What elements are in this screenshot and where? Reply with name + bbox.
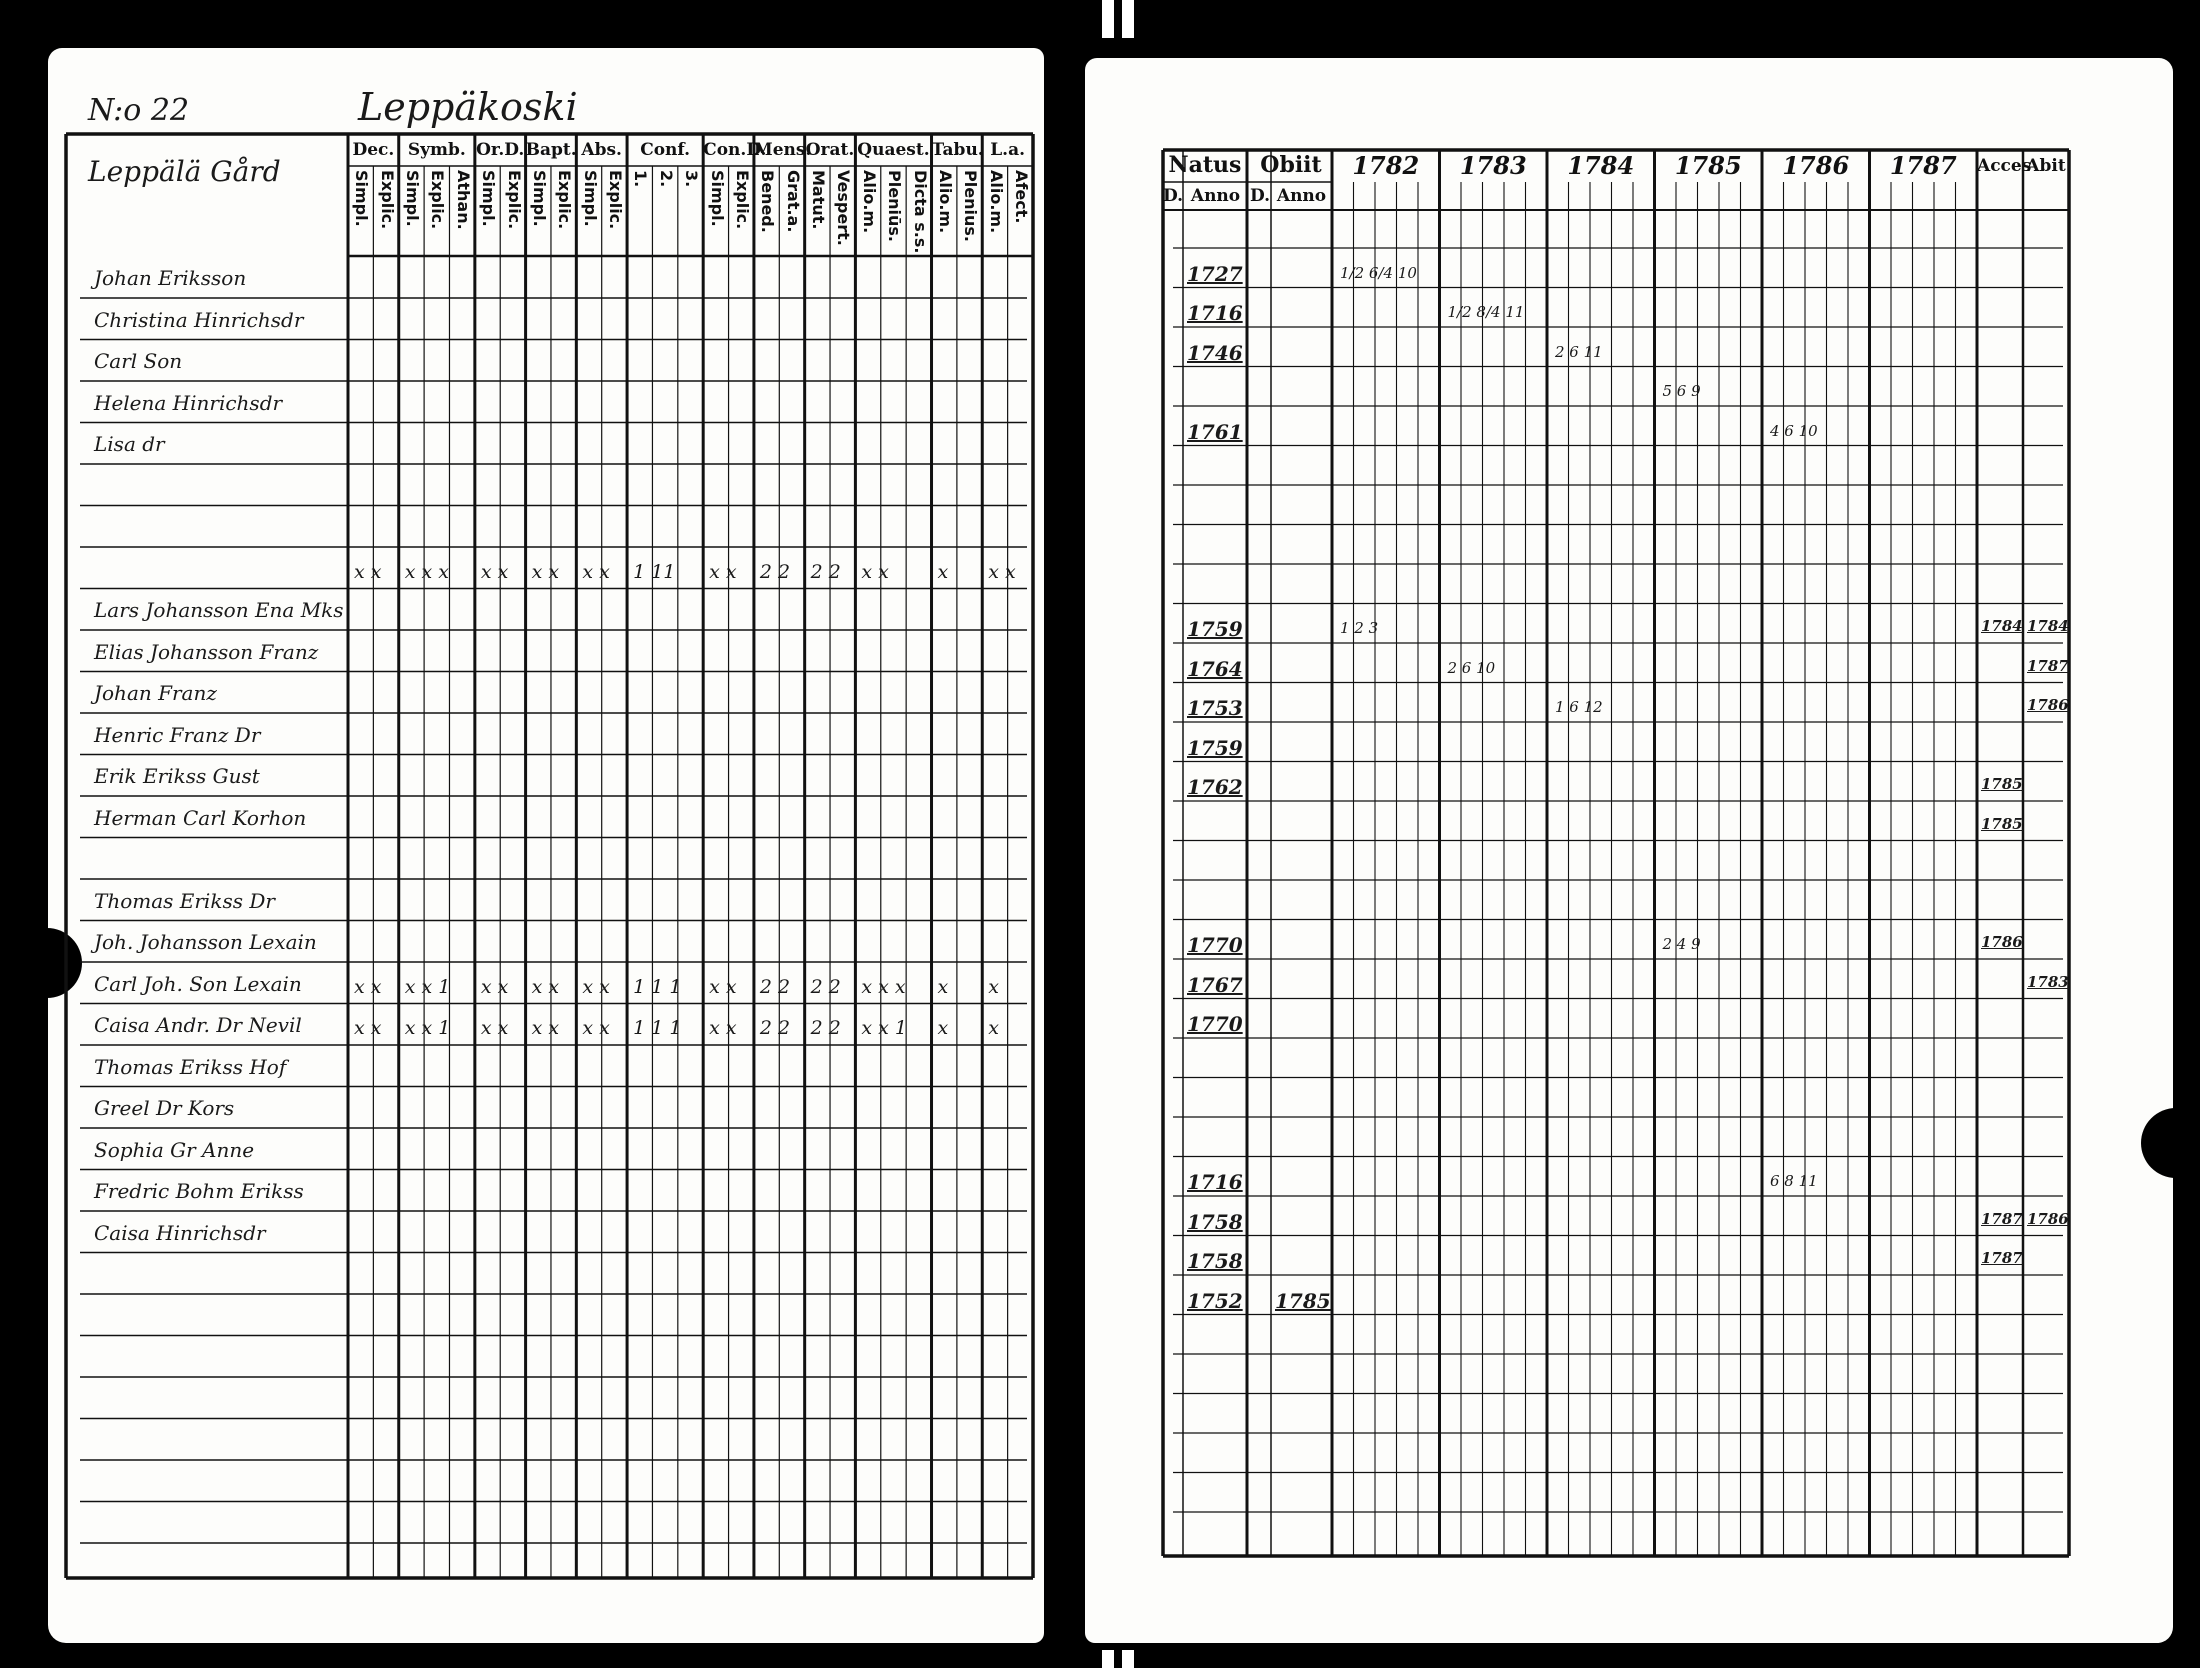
column-header: Con.D. — [703, 140, 767, 160]
person-name: Caisa Andr. Dr Nevil — [94, 1013, 302, 1037]
person-name: Lars Johansson Ena Mks — [94, 598, 344, 622]
tally-mark: x x — [582, 975, 610, 998]
tally-mark: x — [988, 975, 999, 998]
tally-mark: x x — [354, 560, 382, 583]
person-name: Fredric Bohm Erikss — [94, 1179, 304, 1203]
birth-year: 1758 — [1187, 1249, 1243, 1273]
column-header: Orat. — [805, 140, 855, 160]
sub-column-header: 1. — [631, 170, 651, 188]
tally-mark: 2 2 — [810, 1017, 841, 1039]
tally-mark: x x — [480, 560, 509, 583]
column-header: Or.D. — [476, 140, 525, 160]
register-tally: 1/2 6/4 10 — [1340, 263, 1417, 282]
birth-year: 1752 — [1187, 1288, 1243, 1313]
tally-mark: 2 2 — [759, 975, 791, 998]
sub-column-header: Simpl. — [529, 170, 549, 227]
person-name: Elias Johansson Franz — [94, 639, 319, 664]
column-header: Abs. — [581, 140, 622, 160]
birth-year: 1716 — [1187, 301, 1243, 325]
sub-column-header: Afect. — [1012, 170, 1031, 224]
sub-column-header: Explic. — [732, 170, 752, 230]
sub-column-header: 3. — [682, 170, 702, 188]
death-year: 1785 — [1275, 1288, 1331, 1313]
tally-mark: x x — [861, 560, 889, 583]
person-name: Joh. Johansson Lexain — [94, 930, 317, 954]
tally-mark: x — [988, 1017, 999, 1039]
tally-mark: x x — [582, 1017, 610, 1039]
column-header: Symb. — [407, 140, 466, 160]
sub-column-header: Plenius. — [961, 170, 981, 242]
birth-year: 1770 — [1187, 1012, 1243, 1036]
sub-column-header: Simpl. — [352, 170, 372, 227]
sub-column-header: Explic. — [428, 170, 448, 230]
sub-column-header: Simpl. — [580, 170, 600, 227]
birth-year: 1758 — [1187, 1209, 1243, 1234]
sub-column-header: Dicta s.s. — [910, 170, 930, 254]
tally-mark: 2 2 — [759, 1017, 791, 1039]
register-tally: 2 6 10 — [1447, 658, 1496, 677]
person-name: Erik Erikss Gust — [94, 764, 260, 788]
sub-column-header: Alio.m. — [859, 170, 879, 234]
birth-year: 1770 — [1187, 933, 1243, 957]
year-header: 1784 — [1567, 151, 1635, 180]
year-header: 1787 — [1889, 151, 1957, 180]
birth-year: 1764 — [1187, 656, 1243, 681]
person-name: Caisa Hinrichsdr — [94, 1220, 266, 1245]
sub-column-header: Athan. — [453, 170, 473, 230]
tally-mark: x x — [531, 975, 560, 998]
year-header: 1786 — [1782, 151, 1850, 180]
left-page — [48, 48, 1044, 1643]
tally-mark: 2 2 — [759, 560, 791, 583]
tally-mark: x — [937, 560, 949, 583]
abit-year: 1783 — [2027, 972, 2069, 991]
tally-mark: x x 1 — [861, 1017, 908, 1039]
register-tally: 6 8 11 — [1770, 1172, 1818, 1190]
tally-mark: x x — [582, 560, 610, 583]
year-header: 1783 — [1459, 151, 1527, 180]
sub-column-header: Explic. — [606, 170, 626, 230]
tally-mark: x x — [709, 1017, 737, 1039]
birth-year: 1727 — [1187, 261, 1243, 286]
person-name: Carl Joh. Son Lexain — [94, 971, 302, 996]
column-header: Conf. — [640, 140, 691, 160]
person-name: Carl Son — [94, 349, 183, 373]
acces-year: 1785 — [1981, 814, 2023, 833]
natus-day-header: D. — [1163, 186, 1184, 206]
acces-header: Acces — [1977, 156, 2032, 176]
obiit-day-header: D. — [1250, 186, 1271, 206]
natus-year-header: Anno — [1190, 186, 1241, 206]
page-number: N:o 22 — [88, 93, 190, 128]
tally-mark: x x — [709, 975, 737, 998]
tally-mark: x x — [480, 1017, 509, 1039]
person-name: Thomas Erikss Dr — [94, 888, 275, 913]
column-header: Quaest. — [857, 140, 930, 160]
birth-year: 1753 — [1187, 696, 1243, 720]
sub-column-header: Simpl. — [707, 170, 727, 227]
register-tally: 5 6 9 — [1662, 382, 1701, 400]
tally-mark: 2 2 — [810, 560, 841, 583]
acces-year: 1784 — [1981, 617, 2023, 635]
sub-column-header: Bened. — [758, 170, 778, 233]
obiit-header: Obiit — [1260, 152, 1322, 178]
birth-year: 1716 — [1187, 1170, 1243, 1194]
register-tally: 4 6 10 — [1770, 421, 1818, 440]
person-name: Greel Dr Kors — [94, 1096, 235, 1120]
natus-header: Natus — [1168, 152, 1242, 178]
column-header: L.a. — [990, 140, 1026, 160]
right-grid — [1085, 58, 2173, 1643]
tally-mark: x — [937, 1017, 949, 1039]
abit-year: 1786 — [2027, 696, 2069, 714]
sub-column-header: Vespert. — [834, 170, 854, 246]
tally-mark: x x — [354, 975, 382, 998]
person-name: Johan Eriksson — [94, 266, 247, 290]
year-header: 1782 — [1352, 151, 1420, 180]
tally-mark: x — [937, 975, 949, 998]
birth-year: 1746 — [1187, 340, 1243, 365]
person-name: Henric Franz Dr — [94, 722, 261, 747]
tally-mark: x x — [480, 975, 509, 998]
sub-column-header: Simpl. — [403, 170, 423, 227]
person-name: Helena Hinrichsdr — [94, 390, 283, 415]
sub-column-header: 2. — [656, 170, 676, 188]
acces-year: 1787 — [1981, 1249, 2023, 1267]
column-header: Tabu. — [931, 140, 984, 160]
tally-mark: x x x — [861, 975, 906, 998]
acces-year: 1787 — [1981, 1209, 2023, 1228]
tally-mark: x x — [531, 1017, 560, 1039]
sub-column-header: Explic. — [377, 170, 397, 230]
person-name: Christina Hinrichsdr — [94, 307, 304, 332]
year-header: 1785 — [1674, 151, 1742, 180]
person-name: Thomas Erikss Hof — [94, 1054, 287, 1079]
register-tally: 2 6 11 — [1555, 342, 1603, 361]
village-name: Leppäkoski — [358, 85, 578, 129]
person-name: Sophia Gr Anne — [94, 1137, 255, 1162]
tally-mark: x x — [531, 560, 560, 583]
register-tally: 1/2 8/4 11 — [1447, 303, 1525, 321]
obiit-year-header: Anno — [1276, 186, 1327, 206]
birth-year: 1762 — [1187, 775, 1243, 799]
tally-mark: x x 1 — [404, 1017, 451, 1039]
tally-mark: 1 11 — [633, 560, 676, 583]
birth-year: 1759 — [1187, 617, 1243, 641]
sub-column-header: Grat.a. — [783, 170, 803, 233]
register-tally: 1 6 12 — [1555, 698, 1603, 716]
person-name: Johan Franz — [94, 681, 217, 705]
column-header: Dec. — [352, 140, 395, 160]
birth-year: 1767 — [1187, 972, 1243, 997]
abit-year: 1787 — [2027, 656, 2069, 675]
tally-mark: x x 1 — [404, 975, 451, 998]
tally-mark: x x — [988, 560, 1016, 583]
column-header: Bapt. — [525, 140, 577, 160]
birth-year: 1761 — [1187, 419, 1243, 444]
column-header: Mens. — [753, 140, 812, 160]
sub-column-header: Matut. — [809, 170, 829, 230]
abit-header: Abit — [2026, 156, 2066, 176]
household-header: Leppälä Gård — [88, 155, 281, 188]
right-page — [1085, 58, 2173, 1643]
register-tally: 2 4 9 — [1662, 935, 1701, 953]
sub-column-header: Explic. — [555, 170, 575, 230]
birth-year: 1759 — [1187, 735, 1243, 760]
sub-column-header: Alio.m. — [986, 170, 1006, 234]
tally-mark: 1 1 1 — [633, 975, 682, 998]
acces-year: 1786 — [1981, 933, 2023, 951]
person-name: Lisa dr — [94, 432, 165, 456]
tally-mark: 1 1 1 — [633, 1017, 682, 1039]
acces-year: 1785 — [1981, 775, 2023, 793]
sub-column-header: Pleniūs. — [885, 170, 905, 242]
sub-column-header: Explic. — [504, 170, 524, 230]
person-name: Herman Carl Korhon — [94, 805, 307, 830]
tally-mark: x x — [709, 560, 737, 583]
register-tally: 1 2 3 — [1340, 619, 1379, 637]
tally-mark: 2 2 — [810, 975, 841, 998]
sub-column-header: Simpl. — [479, 170, 499, 227]
abit-year: 1786 — [2027, 1209, 2069, 1228]
sub-column-header: Alio.m. — [935, 170, 955, 234]
tally-mark: x x x — [404, 560, 449, 583]
abit-year: 1784 — [2027, 617, 2069, 635]
tally-mark: x x — [354, 1017, 382, 1039]
